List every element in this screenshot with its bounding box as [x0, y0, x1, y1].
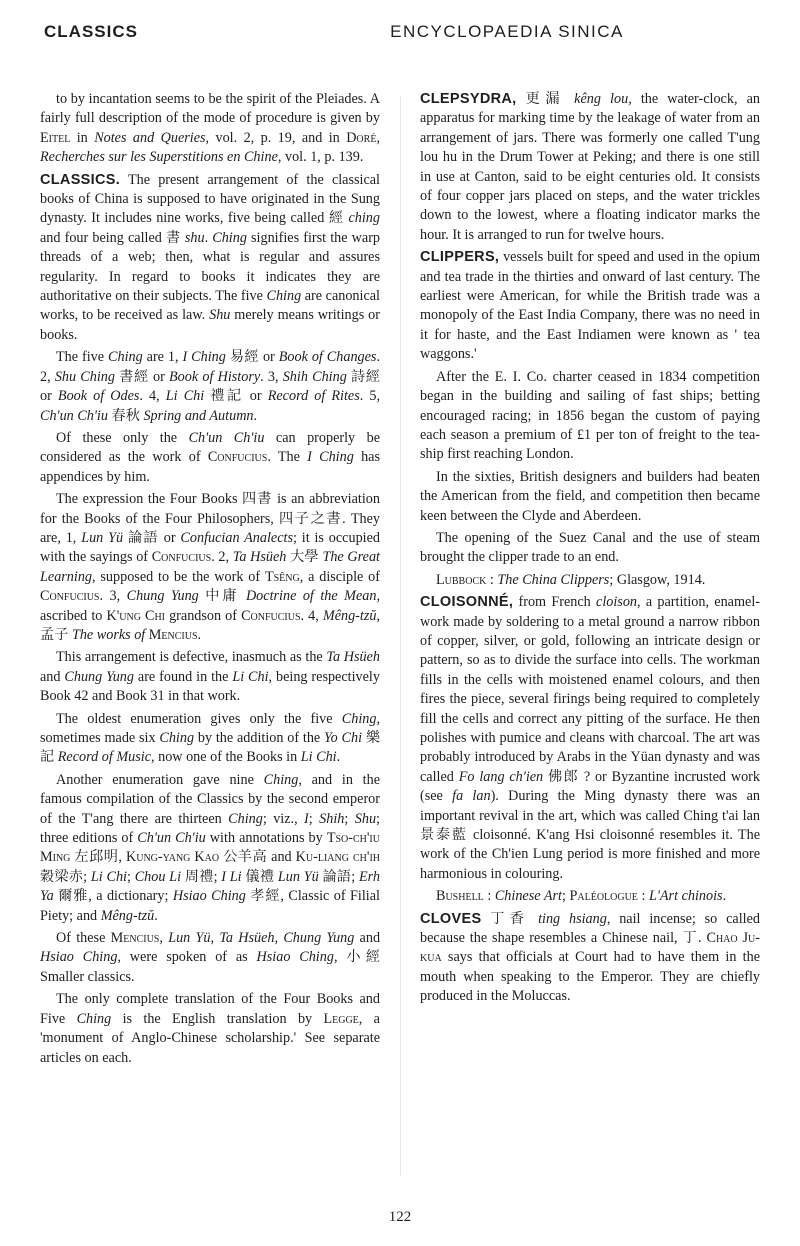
- italic-text: shu: [184, 229, 205, 246]
- italic-text: Ch'un Ch'iu: [40, 407, 108, 424]
- italic-text: Li Chi: [165, 388, 205, 405]
- text-run: , vol. 2, p. 19, and in: [205, 129, 347, 146]
- italic-text: Ch'un Ch'iu: [137, 830, 206, 847]
- text-run: has appendices by him.: [40, 449, 380, 485]
- text-run: ,: [159, 930, 169, 947]
- entry-headword: CLIPPERS,: [420, 249, 500, 266]
- text-run: :: [483, 888, 495, 905]
- small-caps-name: Mencius: [148, 626, 198, 643]
- article-paragraph: [40, 648, 380, 706]
- text-run: by the addition of the: [194, 730, 325, 746]
- text-run: , were spoken of as: [117, 949, 257, 966]
- text-run: , and in the famous compilation of the Classics by the second emperor of the T'ang there are thirteen: [40, 771, 380, 827]
- italic-text: Li Chi: [300, 749, 337, 766]
- article-paragraph: [40, 490, 380, 645]
- small-caps-name: Confucius: [151, 549, 212, 566]
- italic-text: Ching: [266, 288, 302, 305]
- text-run: Another enumeration gave nine: [56, 771, 264, 788]
- italic-text: Li Chi: [232, 668, 269, 685]
- text-run: Of these only the: [56, 429, 189, 446]
- text-run: ; three editions of: [40, 810, 380, 847]
- small-caps-name: Confucius: [40, 588, 100, 605]
- italic-text: Mêng-tzŭ: [322, 607, 377, 624]
- text-run: 丁香: [481, 910, 539, 927]
- text-run: 樂記: [40, 730, 381, 766]
- article-paragraph: [40, 990, 380, 1068]
- italic-text: Ta Hsüeh: [219, 930, 275, 947]
- italic-text: Shu Ching: [54, 368, 115, 385]
- small-caps-name: Tsêng: [264, 568, 300, 585]
- italic-text: Ta Hsüeh: [326, 649, 381, 666]
- small-caps-name: Lubbock: [436, 571, 487, 588]
- text-run: 公羊高 and: [219, 849, 296, 866]
- text-run: , ascribed to: [40, 588, 380, 624]
- text-run: , a partition, enamel-work made by soldering to a metal ground a narrow ribbon of copper, silver, or gold, following an intricate design or pattern, so as to divide the surface into cells. The workman fills in the cells with moistened enamel colours, and then fires the piece, several firings being required to completely fill the cells and correct any pitting of the surface. He then polishes with pumice and cleans with charcoal. The art was probably introduced by Arabs in the Yüan dynasty and was called: [420, 594, 760, 785]
- italic-text: I Li: [221, 868, 242, 885]
- text-run: The five: [56, 349, 109, 366]
- italic-text: Ch'un Ch'iu: [188, 429, 265, 446]
- italic-text: fa lan: [452, 788, 491, 805]
- article-entry: [420, 910, 760, 1007]
- article-paragraph: [420, 529, 760, 568]
- article-entry: [420, 593, 760, 884]
- text-run: ;: [561, 888, 570, 905]
- text-run: are found in the: [134, 668, 233, 685]
- article-paragraph: [420, 887, 760, 906]
- small-caps-name: Tso-ch'iu Ming: [40, 830, 380, 866]
- text-run: .: [197, 626, 202, 643]
- text-run: .: [722, 888, 727, 905]
- text-run: ; it is occupied with the sayings of: [40, 529, 381, 566]
- italic-text: Hsiao Ching: [40, 949, 118, 966]
- article-paragraph: [420, 368, 760, 465]
- text-run: . 2,: [211, 549, 233, 566]
- small-caps-name: Paléologue: [569, 888, 638, 905]
- italic-text: Record of Rites: [267, 388, 360, 405]
- text-run: .: [336, 749, 341, 766]
- italic-text: Ching: [76, 1010, 112, 1027]
- text-run: ;: [308, 810, 320, 827]
- small-caps-name: Eitel: [40, 129, 71, 146]
- text-run: 孝經, Classic of Filial Piety; and: [40, 888, 380, 924]
- text-run: :: [486, 571, 498, 588]
- text-run: , 孟子: [40, 607, 381, 643]
- article-entry: [40, 171, 380, 346]
- italic-text: I Ching: [182, 349, 226, 366]
- text-run: and four being called 書: [40, 229, 185, 246]
- text-run: 中庸: [198, 588, 246, 605]
- text-run: , 小經 Smaller classics.: [40, 949, 380, 985]
- italic-text: cloison: [596, 594, 638, 611]
- text-run: in: [70, 129, 95, 146]
- italic-text: Shu: [354, 810, 377, 827]
- italic-text: Ching: [263, 771, 299, 788]
- text-run: . 3,: [99, 588, 127, 605]
- italic-text: Ching: [108, 349, 143, 366]
- small-caps-name: Bushell: [436, 888, 484, 905]
- text-run: ,: [210, 930, 220, 947]
- small-caps-name: Doré: [346, 129, 377, 146]
- italic-text: Shu: [209, 307, 231, 324]
- running-head-section: CLASSICS: [44, 22, 138, 41]
- article-paragraph: [40, 429, 380, 487]
- text-run: , the water-clock, an apparatus for marking time by the leakage of water from an arrangement of jars. There was formerly one called T'ung lou hu in the Drum Tower at Peking; and there is one still in use at Canton, said to be eight centuries old. It consists of four copper jars placed on steps, and the water trickles down to the lowest, where a floating indicator marks the hour. It is arranged to run for twelve hours.: [420, 91, 760, 243]
- article-paragraph: [420, 468, 760, 526]
- italic-text: Yo Chi: [324, 730, 363, 746]
- text-run: , vol. 1, p. 139.: [277, 149, 364, 166]
- text-run: ;: [344, 810, 355, 827]
- small-caps-name: Legge: [323, 1010, 359, 1027]
- text-run: are canonical works, to be received as law.: [40, 288, 381, 324]
- text-run: 穀梁赤;: [40, 868, 91, 885]
- running-head-title: ENCYCLOPAEDIA SINICA: [390, 22, 624, 41]
- small-caps-name: Confucius: [207, 449, 268, 466]
- small-caps-name: Kung-yang Kao: [125, 849, 220, 866]
- text-run: ; viz.,: [262, 810, 305, 827]
- italic-text: Lun Yü: [81, 529, 124, 546]
- italic-text: The Great Learning: [40, 549, 380, 585]
- italic-text: Shih: [319, 810, 345, 827]
- text-run: 春秋: [107, 407, 144, 424]
- text-run: , a disciple of: [299, 568, 380, 585]
- italic-text: Hsiao Ching: [256, 949, 334, 966]
- text-run: says that officials at Court had to have them in the mouth when speaking to the Emperor. They are chiefly produced in the Moluccas.: [420, 949, 760, 1005]
- italic-text: Recherches sur les Superstitions en Chine: [40, 149, 278, 166]
- text-run: .: [253, 407, 258, 424]
- italic-text: Lun Yü: [277, 868, 319, 885]
- running-head: [44, 22, 760, 48]
- italic-text: Book of Odes: [57, 388, 140, 405]
- italic-text: Chou Li: [134, 868, 182, 885]
- text-run: 左邱明,: [70, 849, 126, 866]
- text-run: , a 'monument of Anglo-Chinese scholarship.' See separate articles on each.: [40, 1010, 380, 1066]
- text-run: 更漏: [516, 91, 575, 107]
- text-run: The expression the Four Books 四書 is an abbreviation for the Books of the Four Philosophers, 四子之書. They are, 1,: [40, 491, 380, 546]
- text-run: 論語;: [318, 868, 359, 885]
- article-paragraph: [40, 771, 380, 926]
- page-number: 122: [388, 1209, 412, 1225]
- text-run: Of these: [56, 930, 111, 947]
- text-run: The oldest enumeration gives only the five: [56, 710, 342, 727]
- small-caps-name: K'ung Chi: [106, 607, 166, 624]
- text-run: 儀禮: [241, 868, 278, 885]
- italic-text: The China Clippers: [497, 571, 610, 588]
- italic-text: Book of Changes: [278, 349, 377, 366]
- text-run: . 3,: [260, 368, 283, 385]
- italic-text: Mêng-tzŭ: [100, 907, 155, 924]
- italic-text: Lun Yü: [168, 930, 211, 947]
- text-run: This arrangement is defective, inasmuch as the: [56, 649, 327, 666]
- italic-text: Ta Hsüeh: [232, 549, 287, 566]
- small-caps-name: Confucius: [241, 607, 301, 624]
- text-run: 佛郎 ? or Byzantine incrusted work (see: [420, 768, 760, 805]
- italic-text: Li Chi: [90, 868, 127, 885]
- text-run: . The: [267, 449, 308, 466]
- italic-text: Ching: [212, 229, 247, 246]
- italic-text: ching: [348, 210, 380, 227]
- italic-text: Record of Music: [57, 749, 151, 766]
- text-run: vessels built for speed and used in the opium and tea trade in the thirties and onward of last century. The earliest were American, for while the British trade was a monopoly of the East India Company, there was no need in it for haste, and the East Indiamen were known as ' tea waggons.': [420, 249, 760, 363]
- italic-text: Fo lang ch'ien: [458, 768, 544, 785]
- italic-text: Chung Yung: [126, 588, 199, 605]
- article-paragraph: [40, 90, 380, 168]
- text-run: merely means writings or books.: [40, 307, 380, 343]
- text-run: from French: [513, 594, 597, 611]
- small-caps-name: Mencius: [110, 930, 160, 947]
- italic-text: ting hsiang: [538, 910, 607, 927]
- text-run: . 2,: [40, 349, 381, 385]
- entry-headword: CLASSICS.: [40, 171, 121, 188]
- text-run: , sometimes made six: [40, 710, 380, 746]
- text-run: are 1,: [142, 349, 183, 366]
- text-run: 易經 or: [225, 349, 279, 366]
- italic-text: Chung Yung: [283, 930, 355, 947]
- italic-text: Notes and Queries: [94, 129, 206, 146]
- text-run: can properly be considered as the work of: [40, 429, 380, 466]
- text-run: 論語 or: [123, 529, 181, 546]
- text-run: and: [40, 668, 65, 685]
- text-run: , nail incense; so called because the shape resembles a Chinese nail, 丁.: [420, 910, 760, 947]
- text-run: .: [204, 229, 213, 246]
- text-run: The present arrangement of the classical books of China is supposed to have originated in the Sung dynasty. It includes nine works, five being called 經: [40, 171, 380, 227]
- article-paragraph: [40, 929, 380, 987]
- text-run: and: [354, 930, 381, 947]
- left-column: [40, 90, 380, 1071]
- italic-text: Spring and Autumn: [143, 407, 254, 424]
- italic-text: Chinese Art: [494, 888, 562, 905]
- entry-headword: CLEPSYDRA,: [420, 91, 517, 107]
- text-run: After the E. I. Co. charter ceased in 1834 competition began in the building and sailing of fast ships; betting encouraged racing; in 1856 began the custom of paying each season a premium of £1 per ton of freight to the tea-ship first reaching London.: [420, 368, 760, 463]
- text-run: In the sixties, British designers and builders had beaten the American from the field, and competition then became keen between the Clyde and Aberdeen.: [420, 468, 760, 524]
- article-entry: [420, 90, 760, 245]
- article-entry: [420, 248, 760, 364]
- italic-text: Hsiao Ching: [172, 888, 246, 905]
- text-run: The opening of the Suez Canal and the use of steam brought the clipper trade to an end.: [420, 529, 760, 566]
- italic-text: Erh Ya: [40, 868, 380, 905]
- column-divider: [400, 96, 401, 1176]
- text-run: with annotations by: [205, 830, 327, 847]
- text-run: 書經 or: [114, 368, 170, 385]
- italic-text: Confucian Analects: [180, 529, 293, 546]
- italic-text: I: [304, 810, 309, 827]
- text-run: . 5,: [359, 388, 381, 405]
- text-run: . 4,: [139, 388, 166, 405]
- text-run: ). During the Ming dynasty there was an important revival in the art, which was called Ching t'ai lan 景泰藍 cloisonné. K'ang Hsi cloisonné resembles it. The work of the Ch'ien Lung period is more finished and more harmonious in colouring.: [420, 788, 760, 882]
- text-run: ;: [126, 868, 135, 885]
- italic-text: Book of History: [169, 368, 261, 385]
- italic-text: Ching: [228, 810, 263, 827]
- text-run: , now one of the Books in: [151, 749, 301, 766]
- text-run: 詩經 or: [40, 368, 380, 405]
- text-run: is the English translation by: [111, 1010, 324, 1027]
- text-run: ,: [376, 129, 380, 146]
- text-run: signifies first the warp threads of a web; then, what is regular and assures regularity. In regard to books it indicates they are authoritative on their subjects. The five: [40, 229, 381, 305]
- italic-text: Chung Yung: [64, 668, 134, 685]
- italic-text: Ching: [341, 710, 377, 727]
- text-run: :: [637, 888, 649, 905]
- text-run: , supposed to be the work of: [92, 568, 265, 585]
- italic-text: L'Art chinois: [648, 888, 723, 905]
- text-run: 周禮;: [181, 868, 222, 885]
- text-run: 爾雅, a dictionary;: [53, 888, 173, 905]
- text-run: ; Glasgow, 1914.: [609, 571, 706, 588]
- small-caps-name: Chao Ju-kua: [420, 930, 760, 966]
- text-run: ,: [274, 930, 284, 947]
- italic-text: Doctrine of the Mean: [245, 588, 377, 605]
- article-paragraph: [40, 348, 380, 426]
- italic-text: I Ching: [307, 449, 354, 466]
- text-run: 禮記 or: [204, 388, 268, 405]
- right-column: [420, 90, 760, 1010]
- text-run: . 4,: [300, 607, 323, 624]
- entry-headword: CLOISONNÉ,: [420, 594, 514, 611]
- text-run: , being respectively Book 42 and Book 31 in that work.: [40, 668, 380, 705]
- italic-text: The works of: [71, 626, 146, 643]
- article-paragraph: [40, 710, 380, 768]
- small-caps-name: Ku-liang ch'ih: [295, 849, 380, 866]
- text-run: to by incantation seems to be the spirit of the Pleiades. A fairly full description of the mode of procedure is given by: [40, 91, 380, 127]
- text-run: The only complete translation of the Four Books and Five: [40, 991, 380, 1027]
- text-run: grandson of: [165, 607, 242, 624]
- italic-text: kêng lou: [574, 91, 629, 107]
- italic-text: Ching: [159, 730, 195, 746]
- text-run: .: [154, 907, 158, 924]
- text-run: 大學: [286, 549, 323, 566]
- italic-text: Shih Ching: [282, 368, 347, 385]
- article-paragraph: [420, 571, 760, 590]
- entry-headword: CLOVES: [420, 910, 482, 927]
